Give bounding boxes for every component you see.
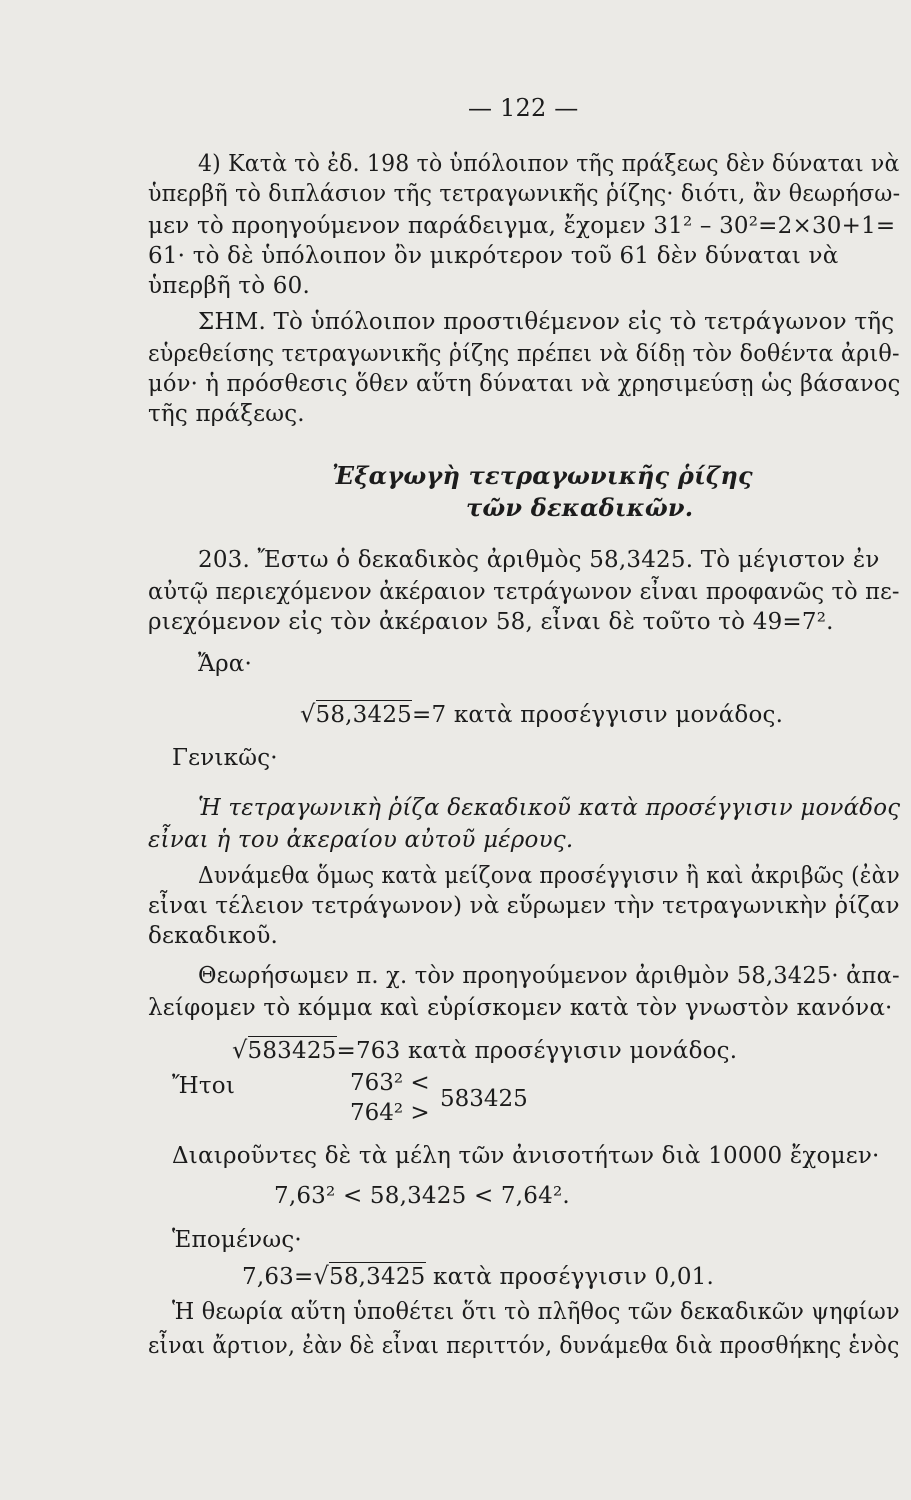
- section-title: τῶν δεκαδικῶν.: [466, 493, 694, 522]
- text-line: εὑρεθείσης τετραγωνικῆς ῥίζης πρέπει νὰ δίδῃ τὸν δοθέντα ἀριθ-: [148, 341, 900, 367]
- radical-sign: √: [232, 1036, 248, 1064]
- text-line: μεν τὸ προηγούμενον παράδειγμα, ἔχομεν 31² – 30²=2×30+1=: [148, 213, 896, 239]
- text-line: 4) Κατὰ τὸ ἐδ. 198 τὸ ὑπόλοιπον τῆς πράξεως δὲν δύναται νὰ: [198, 151, 900, 177]
- inequality-bottom: 764² >: [350, 1100, 430, 1126]
- radicand: 583425: [247, 1038, 337, 1064]
- text-line: 61· τὸ δὲ ὑπόλοιπον ὂν μικρότερον τοῦ 61 δὲν δύναται νὰ: [148, 243, 839, 269]
- text-line: ὑπερβῆ τὸ 60.: [148, 273, 310, 299]
- inequality-top: 763² <: [350, 1070, 430, 1096]
- text-line: δεκαδικοῦ.: [148, 923, 279, 949]
- text-line: εἶναι ἄρτιον, ἐὰν δὲ εἶναι περιττόν, δυνάμεθα διὰ προσθήκης ἑνὸς: [148, 1333, 900, 1359]
- text-line: Ἡ θεωρία αὕτη ὑποθέτει ὅτι τὸ πλῆθος τῶν δεκαδικῶν ψηφίων: [172, 1299, 900, 1325]
- rule-line: Ἡ τετραγωνικὴ ῥίζα δεκαδικοῦ κατὰ προσέγγισιν μονάδος: [198, 795, 901, 821]
- text-line: λείφομεν τὸ κόμμα καὶ εὑρίσκομεν κατὰ τὸν γνωστὸν κανόνα·: [148, 995, 893, 1021]
- radicand: 58,3425: [328, 1264, 426, 1290]
- radical-sign: √: [300, 700, 316, 728]
- radical-sign: √: [313, 1262, 329, 1290]
- text-line: Δυνάμεθα ὅμως κατὰ μείζονα προσέγγισιν ἢ καὶ ἀκριβῶς (ἐὰν: [198, 863, 900, 889]
- text-line: Ἄρα·: [198, 651, 253, 677]
- inequality-value: 583425: [440, 1086, 528, 1112]
- formula-sqrt: [300, 700, 783, 729]
- text-line: Διαιροῦντες δὲ τὰ μέλη τῶν ἀνισοτήτων διὰ 10000 ἔχομεν·: [172, 1143, 880, 1169]
- rule-line: εἶναι ἡ του ἀκεραίου αὐτοῦ μέρους.: [148, 827, 574, 853]
- section-title: Ἐξαγωγὴ τετραγωνικῆς ῥίζης: [332, 461, 753, 490]
- formula-sqrt: [232, 1036, 737, 1065]
- text-line: Γενικῶς·: [172, 745, 278, 771]
- text-line: εἶναι τέλειον τετράγωνον) νὰ εὕρωμεν τὴν τετραγωνικὴν ῥίζαν: [148, 893, 900, 919]
- text-line: ὑπερβῆ τὸ διπλάσιον τῆς τετραγωνικῆς ῥίζης· διότι, ἂν θεωρήσω-: [148, 181, 901, 207]
- text-line: τῆς πράξεως.: [148, 401, 305, 427]
- formula-rest: =763 κατὰ προσέγγισιν μονάδος.: [336, 1038, 738, 1064]
- text-line: ΣΗΜ. Τὸ ὑπόλοιπον προστιθέμενον εἰς τὸ τετράγωνον τῆς: [198, 309, 895, 335]
- page-number: — 122 —: [468, 94, 579, 122]
- text-line: 203. Ἔστω ὁ δεκαδικὸς ἀριθμὸς 58,3425. Τὸ μέγιστον ἐν: [198, 547, 880, 573]
- formula-rest: =7 κατὰ προσέγγισιν μονάδος.: [412, 702, 784, 728]
- formula-sqrt: [242, 1262, 714, 1291]
- formula-line: 7,63² < 58,3425 < 7,64².: [274, 1183, 570, 1209]
- formula-left: 7,63=: [242, 1264, 314, 1290]
- text-line: Ἤτοι: [172, 1073, 236, 1099]
- text-line: ριεχόμενον εἰς τὸν ἀκέραιον 58, εἶναι δὲ τοῦτο τὸ 49=7².: [148, 609, 834, 635]
- text-line: αὐτῷ περιεχόμενον ἀκέραιον τετράγωνον εἶναι προφανῶς τὸ πε-: [148, 579, 900, 605]
- text-line: Ἑπομένως·: [172, 1227, 302, 1253]
- formula-rest: κατὰ προσέγγισιν 0,01.: [425, 1264, 715, 1290]
- text-line: μόν· ἡ πρόσθεσις ὅθεν αὕτη δύναται νὰ χρησιμεύσῃ ὡς βάσανος: [148, 371, 901, 397]
- text-line: Θεωρήσωμεν π. χ. τὸν προηγούμενον ἀριθμὸν 58,3425· ἀπα-: [198, 963, 900, 989]
- radicand: 58,3425: [315, 702, 413, 728]
